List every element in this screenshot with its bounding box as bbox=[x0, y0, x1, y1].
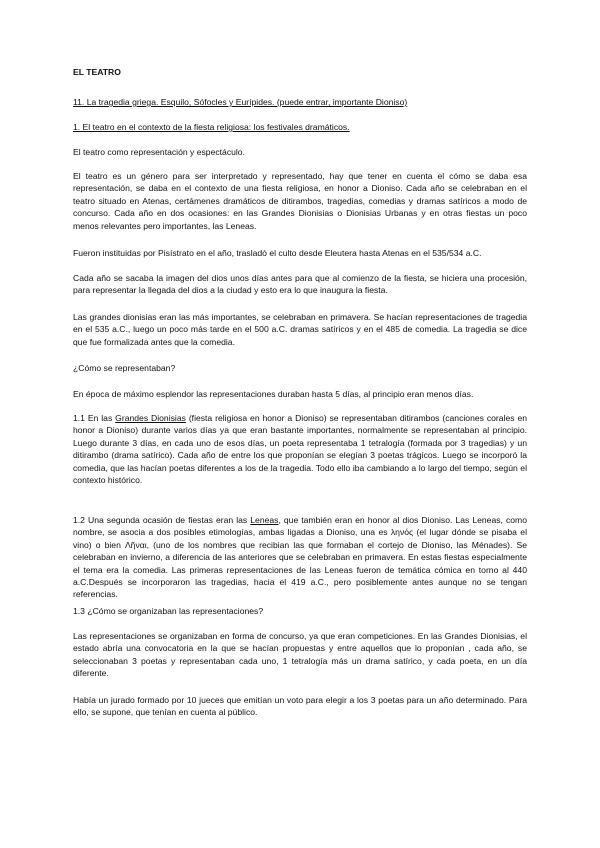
section-heading: 1. El teatro en el contexto de la fiesta religiosa: los festivales dramáticos. bbox=[73, 122, 350, 132]
grandes-dionisias-term: Grandes Dionisias bbox=[115, 413, 186, 423]
paragraph-grandes-dionisias: Las grandes dionisias eran las más importantes, se celebraban en primavera. Se hacían representaciones de tragedia en el 535 a.C., luego un poco más tarde en el 500 a.C. dramas satíricos y en el 485 de comedia. La tragedia se dice que fue formalizada antes que la comedia. bbox=[73, 312, 527, 347]
question-representation: ¿Cómo se representaban? bbox=[73, 363, 176, 373]
p6-start: 1.1 En las bbox=[73, 413, 116, 423]
paragraph-jury: Había un jurado formado por 10 jueces que emitían un voto para elegir a los 3 poetas para un año determinado. Para ello, se supone, que tenían en cuenta al público. bbox=[73, 695, 527, 718]
subtitle: El teatro como representación y espectáculo. bbox=[73, 147, 245, 157]
paragraph-pisistrato: Fueron instituidas por Pisístrato en el año, trasladó el culto desde Eleutera hasta Atenas en el 535/534 a.C. bbox=[73, 248, 482, 258]
paragraph-1-2 bbox=[73, 514, 527, 601]
p7-rest: , que también eran en honor al dios Dioniso. Las Leneas, como nombre, se asocia a dos posibles etimologías, ambas ligadas a Dioniso, una es ληνός (el lugar dónde se pisaba el vino) o bien Λῆναι, (uno de los nombres que recibian las que formaban el cortejo de Dioniso, las Ménades). Se celebraban en invierno, a diferencia de las anteriores que se celebraban en primavera. En estas fiestas especialmente el tema era la comedia. Las primeras representaciones de las Leneas fueron de temática cómica en torno al 440 a.C.Después se incorporaron las tragedias, hacia el 419 a.C., pero posiblemente antes aunque no se tengan referencias. bbox=[73, 515, 527, 600]
paragraph-duration: En época de máximo esplendor las representaciones duraban hasta 5 días, al principio eran menos días. bbox=[73, 389, 474, 399]
paragraph-procession: Cada año se sacaba la imagen del dios unos días antes para que al comienzo de la fiesta, se hiciera una procesión, para representar la llegada del dios a la ciudad y esto era lo que inaugura la fiesta. bbox=[73, 273, 527, 296]
paragraph-contest: Las representaciones se organizaban en forma de concurso, ya que eran competiciones. En las Grandes Dionisias, el estado abría una convocatoria en la que se hacían propuestas y entre aquellos que lo proponían , cada año, se seleccionaban 3 poetas y representaban cada uno, 1 tetralogía más un drama satírico, y cada poeta, en un día diferente. bbox=[73, 631, 527, 679]
doc-title: EL TEATRO bbox=[73, 67, 121, 77]
topic-heading: 11. La tragedia griega. Esquilo, Sófocles y Eurípides. (puede entrar, importante Dioniso) bbox=[73, 97, 408, 107]
p6-rest: (fiesta religiosa en honor a Dioniso) se representaban ditirambos (canciones corales en honor a Dioniso) durante varios días ya que eran bastante importantes, normalmente se representaban al principio. Luego durante 3 días, en cada uno de esos días, un poeta representaba 1 tetralogía (formada por 3 tragedias) y un ditirambo (drama satírico). Cada año de entre los que proponían se elegían 3 poetas trágicos. Luego se incorporó la comedia, que las hacían poetas diferentes a los de la tragedia. Todo ello iba cambiando a lo largo del tiempo, según el contexto histórico. bbox=[73, 413, 527, 486]
p7-start: 1.2 Una segunda ocasión de fiestas eran las bbox=[73, 515, 251, 525]
paragraph-1-1 bbox=[73, 412, 527, 486]
question-organization: 1.3 ¿Cómo se organizaban las representaciones? bbox=[73, 606, 264, 616]
leneas-term: Leneas bbox=[250, 515, 279, 525]
paragraph-intro: El teatro es un género para ser interpretado y representado, hay que tener en cuenta el cómo se daba esa representación, se daba en el contexto de una fiesta religiosa, en honor a Dioniso. Cada año se celebraban en el teatro situado en Atenas, certámenes dramáticos de ditirambos, tragedias, comedias y dramas satíricos a modo de concurso. Cada año en dos ocasiones: en las Grandes Dionisias o Dionisias Urbanas y en otras fiestas un poco menos relevantes pero importantes, las Leneas. bbox=[73, 171, 527, 231]
